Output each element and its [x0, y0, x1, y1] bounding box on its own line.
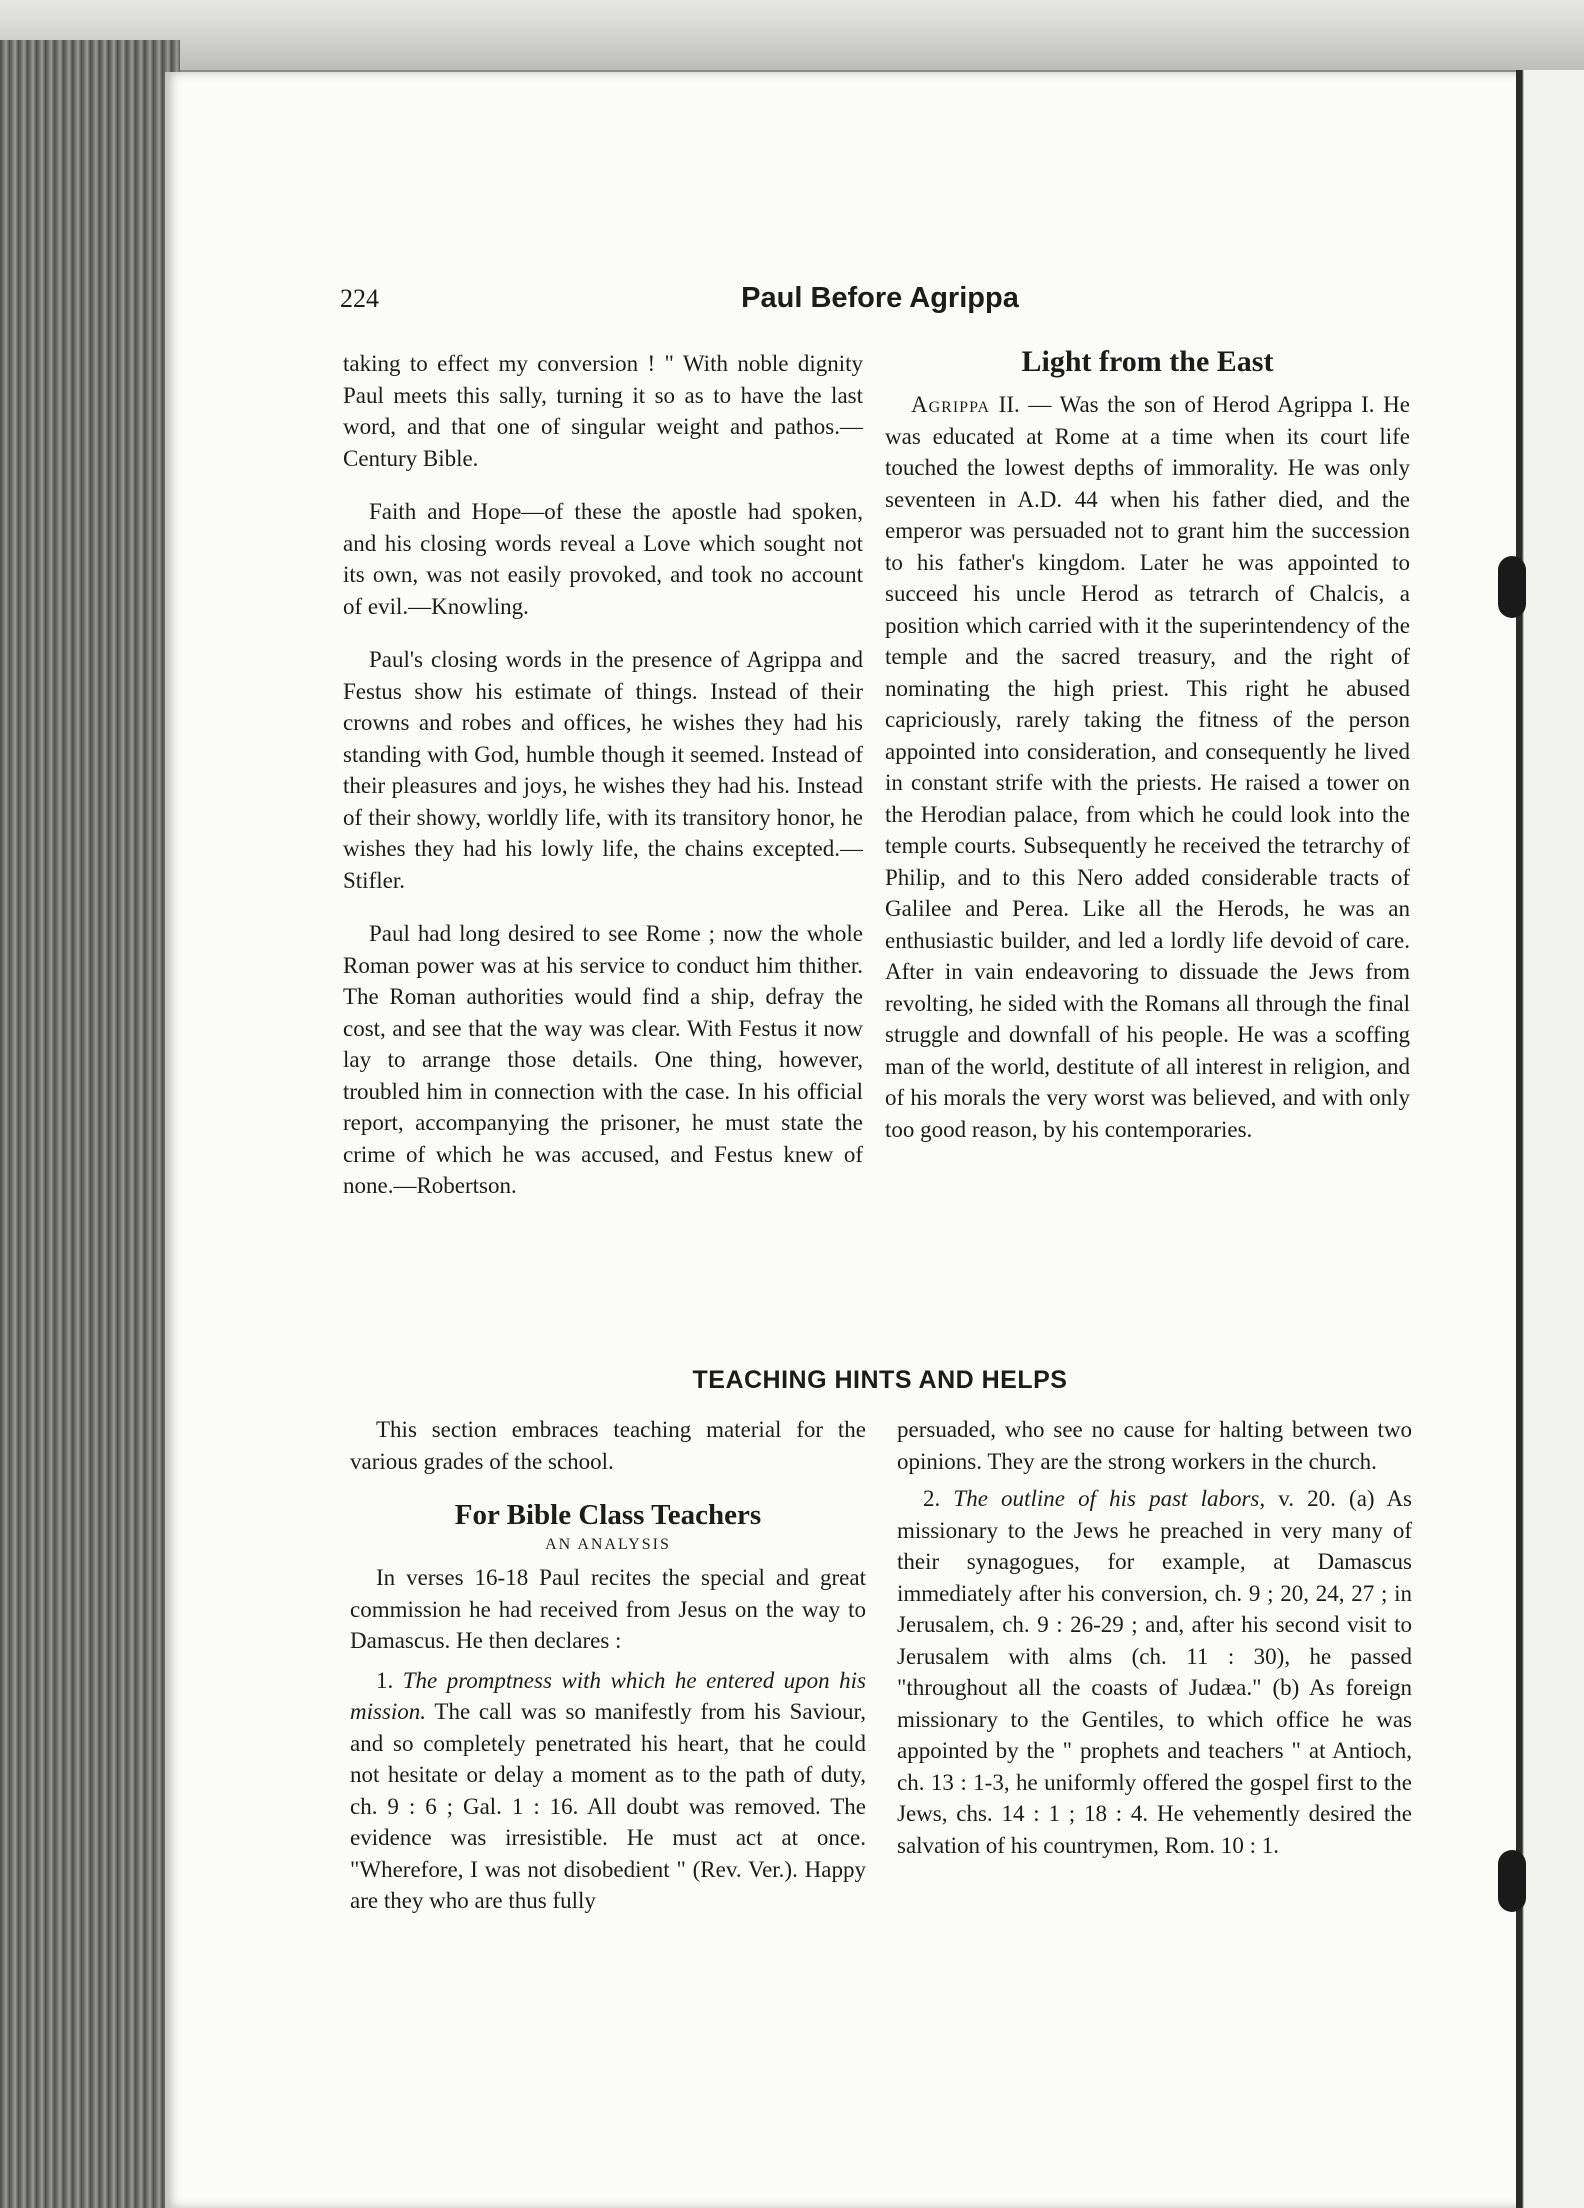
- item-title: The promptness with which he entered upon his mission.: [350, 1667, 866, 1724]
- binding-clip: [1498, 1850, 1526, 1912]
- paragraph-body: II. — Was the son of Herod Agrippa I. He was educated at Rome at a time when its court life touched the lowest depths of immorality. He was only seventeen in A.D. 44 when his father died, and the emperor was persuaded not to grant him the succession to his father's kingdom. Later he was appointed to succeed his uncle Herod as tetrarch of Chalcis, a position which carried with it the superintendency of the temple and the sacred treasury, and the right of nominating the high priest. This right he abused capriciously, rarely taking the fitness of the person appointed into consideration, and consequently he lived in constant strife with the priests. He raised a tower on the Herodian palace, from which he could look into the temple courts. Subsequently he received the tetrarchy of Philip, and to this Nero added considerable tracts of Galilee and Perea. Like all the Herods, he was an enthusiastic builder, and led a lordly life devoid of care. After in vain endeavoring to dissuade the Jews from revolting, he sided with the Romans all through the final struggle and downfall of his people. He was a scoffing man of the world, destitute of all interest in religion, and of his morals the very worst was believed, and with only too good reason, by his contemporaries.: [885, 392, 1410, 1142]
- paragraph: taking to effect my conversion ! " With noble dignity Paul meets this sally, turning it so as to have the last word, and that one of singular weight and pathos.—Century Bible.: [343, 351, 863, 471]
- section-title-light-from-the-east: Light from the East: [1021, 345, 1274, 378]
- subsection-subtitle: AN ANALYSIS: [545, 1536, 671, 1553]
- page-right-edge: [1516, 70, 1584, 2208]
- left-column-top: [343, 348, 863, 1202]
- intro-paragraph: This section embraces teaching material for the various grades of the school.: [350, 1417, 866, 1474]
- scan-top-margin: [0, 0, 1584, 70]
- lead-term: Agrippa: [911, 392, 991, 417]
- paragraph: persuaded, who see no cause for halting between two opinions. They are the strong workers in the church.: [897, 1417, 1412, 1474]
- left-column-bottom: [350, 1414, 866, 1917]
- paragraph: In verses 16-18 Paul recites the special and great commission he had received from Jesus on the way to Damascus. He then declares :: [350, 1565, 866, 1653]
- page-number: 224: [340, 284, 379, 313]
- right-column-bottom: [897, 1414, 1412, 1861]
- paragraph: Paul's closing words in the presence of Agrippa and Festus show his estimate of things. Instead of their crowns and robes and offices, he wishes they had his standing with God, humble though it seemed. Instead of their pleasures and joys, he wishes they had his. Instead of their showy, worldly life, with its transitory honor, he wishes they had his lowly life, the chains excepted.—Stifler.: [343, 647, 863, 893]
- subsection-title: For Bible Class Teachers: [454, 1499, 762, 1531]
- right-column-top: [885, 345, 1410, 1145]
- running-title: Paul Before Agrippa: [741, 282, 1019, 314]
- paragraph: [897, 1483, 1412, 1861]
- paragraph: [885, 389, 1410, 1145]
- paragraph-body: v. 20. (a) As missionary to the Jews he preached in very many of their synagogues, for example, at Damascus immediately after his conversion, ch. 9 ; 20, 24, 27 ; in Jerusalem, ch. 9 : 26-29 ; and, after his second visit to Jerusalem with alms (ch. 11 : 30), he passed "throughout all the coasts of Judæa." (b) As foreign missionary to the Gentiles, to which office he was appointed by the " prophets and teachers " at Antioch, ch. 13 : 1-3, he uniformly offered the gospel first to the Jews, chs. 14 : 1 ; 18 : 4. He vehemently desired the salvation of his countrymen, Rom. 10 : 1.: [897, 1486, 1413, 1858]
- item-number: 2.: [923, 1486, 954, 1511]
- running-head: [340, 284, 1420, 324]
- binding-clip: [1498, 556, 1526, 618]
- section-heading: TEACHING HINTS AND HELPS: [692, 1366, 1068, 1394]
- paragraph: [350, 1665, 866, 1917]
- paragraph: Paul had long desired to see Rome ; now the whole Roman power was at his service to conduct him thither. The Roman authorities would find a ship, defray the cost, and see that the way was clear. With Festus it now lay to arrange those details. One thing, however, troubled him in connection with the case. In his official report, accompanying the prisoner, he must state the crime of which he was accused, and Festus knew of none.—Robertson.: [343, 921, 863, 1198]
- book-page-edges: [0, 40, 180, 2208]
- item-title: The outline of his past labors,: [953, 1486, 1266, 1511]
- paragraph: Faith and Hope—of these the apostle had spoken, and his closing words reveal a Love which sought not its own, was not easily provoked, and took no account of evil.—Knowling.: [343, 499, 863, 619]
- item-number: 1.: [376, 1667, 403, 1693]
- paragraph-body: The call was so manifestly from his Saviour, and so completely penetrated his heart, that he could not hesitate or delay a moment as to the path of duty, ch. 9 : 6 ; Gal. 1 : 16. All doubt was removed. The evidence was irresistible. He must act at once. "Wherefore, I was not disobedient " (Rev. Ver.). Happy are they who are thus fully: [350, 1699, 866, 1913]
